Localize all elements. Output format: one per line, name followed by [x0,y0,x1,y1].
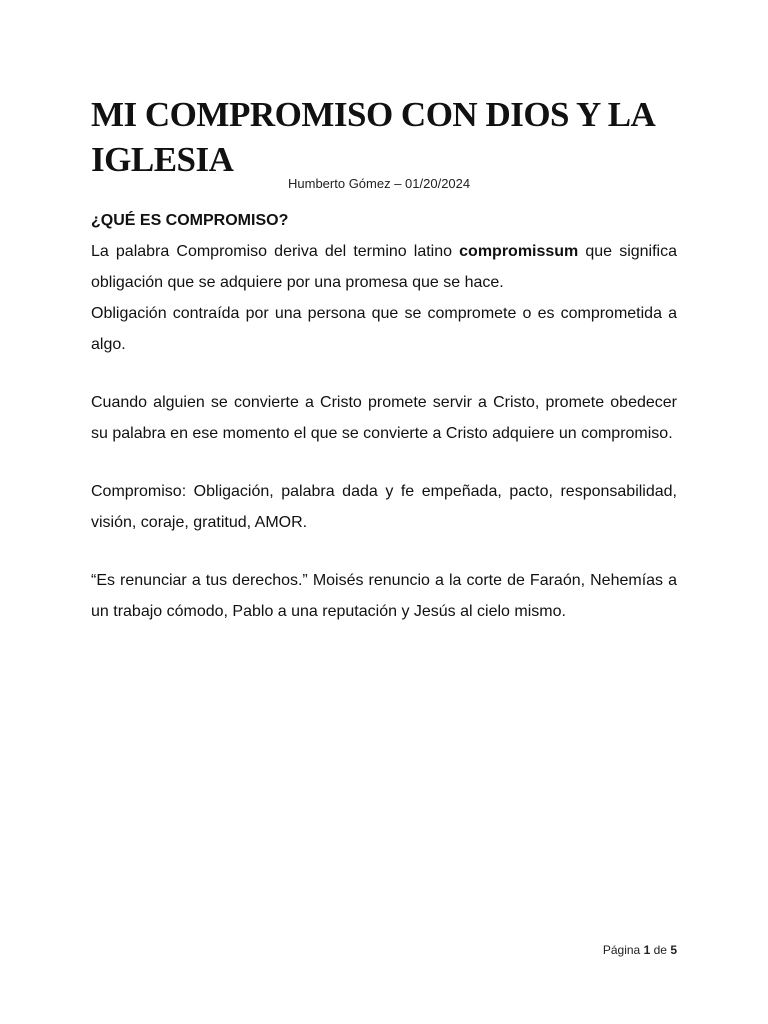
section-heading: ¿QUÉ ES COMPROMISO? [91,212,289,229]
paragraph-definition [91,236,677,298]
page-label: Página [602,943,641,957]
page-number-footer [603,943,677,957]
paragraph-renounce: “Es renunciar a tus derechos.” Moisés renuncio a la corte de Faraón, Nehemías a un trabajo cómodo, Pablo a una reputación y Jesús al cielo mismo. [91,572,677,620]
document-body [91,209,677,627]
author-date-byline: Humberto Gómez – 01/20/2024 [288,176,471,191]
paragraph-definition-text-before: La palabra Compromiso deriva del termino latino [91,243,460,260]
total-pages-number: 5 [670,943,677,957]
paragraph-commitment-list: Compromiso: Obligación, palabra dada y fe empeñada, pacto, responsabilidad, visión, coraje, gratitud, AMOR. [91,483,677,531]
current-page-number: 1 [643,943,651,957]
paragraph-obligation: Obligación contraída por una persona que se compromete o es comprometida a algo. [91,305,677,353]
paragraph-conversion: Cuando alguien se convierte a Cristo promete servir a Cristo, promete obedecer su palabra en ese momento el que se convierte a Cristo adquiere un compromiso. [91,394,677,442]
paragraph-definition-text-after: que significa obligación que se adquiere por una promesa que se hace. [91,243,677,291]
latin-term: compromissum [459,243,579,260]
of-label: de [653,943,667,957]
document-title: MI COMPROMISO CON DIOS Y LA IGLESIA [91,95,654,179]
